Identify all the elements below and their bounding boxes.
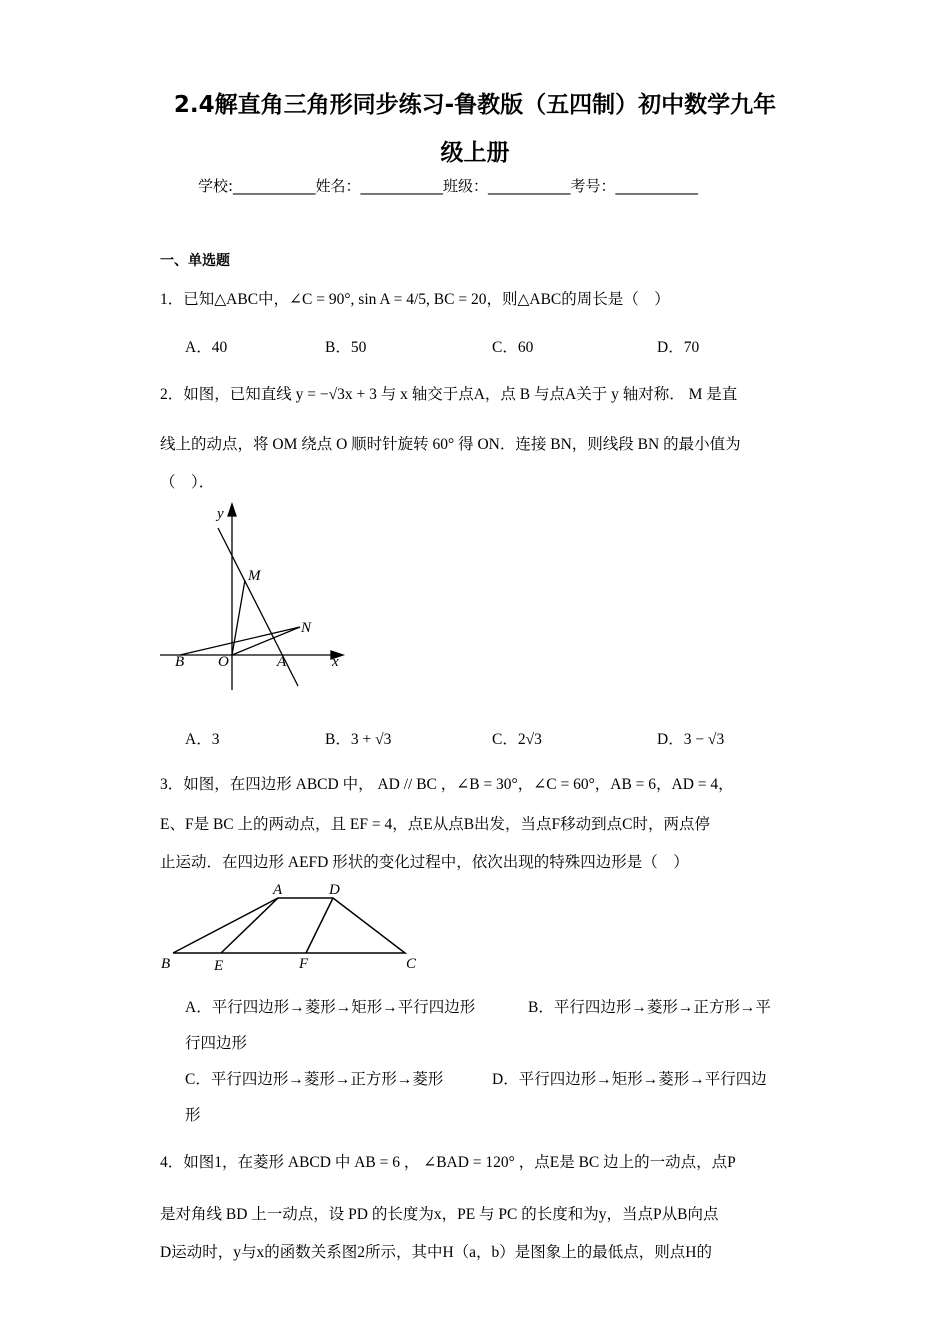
- title-line-1: 2.4解直角三角形同步练习-鲁教版（五四制）初中数学九年: [173, 92, 777, 118]
- label-a: A: [277, 654, 287, 670]
- q2-figure: [160, 504, 343, 690]
- q1-option-d: D．70: [657, 339, 700, 356]
- section-heading: 一、单选题: [160, 253, 230, 269]
- label-b: B: [175, 654, 185, 670]
- label-y: y: [217, 506, 224, 522]
- y-axis-arrow: [228, 504, 236, 516]
- segment-om: [232, 580, 245, 655]
- q3-option-a: A．平行四边形→菱形→矩形→平行四边形: [185, 999, 476, 1016]
- q1-option-b: B．50: [325, 339, 367, 356]
- q1-option-a: A．40: [185, 339, 228, 356]
- q2-option-c: C．2√3: [492, 731, 542, 748]
- question-2-line-2: 线上的动点，将 OM 绕点 O 顺时针旋转 60° 得 ON．连接 BN，则线段 BN 的最小值为: [160, 436, 741, 453]
- title-line-2: 级上册: [440, 140, 510, 166]
- segment-ae: [221, 898, 278, 953]
- q2-option-d: D．3 − √3: [657, 731, 725, 748]
- label-n: N: [301, 620, 312, 636]
- label-m: M: [248, 568, 261, 584]
- q2-option-a: A．3: [185, 731, 220, 748]
- label-f: F: [299, 956, 309, 972]
- student-info-line: 学校:___________姓名：___________班级：___________考号：___________: [198, 177, 699, 195]
- label-c: C: [406, 956, 417, 972]
- label-a: A: [273, 882, 283, 898]
- question-2-line-3: （ ）．: [160, 474, 215, 491]
- q3-figure: [173, 898, 405, 953]
- q3-option-d: D．平行四边形→矩形→菱形→平行四边: [492, 1071, 767, 1088]
- question-4-line-1: 4．如图1，在菱形 ABCD 中 AB = 6 ， ∠BAD = 120° ，点E是 BC 边上的一动点，点P: [160, 1154, 736, 1171]
- question-4-line-3: D运动时，y与x的函数关系图2所示，其中H（a，b）是图象上的最低点，则点H的: [160, 1244, 712, 1261]
- q3-option-c: C．平行四边形→菱形→正方形→菱形: [185, 1071, 444, 1088]
- label-x: x: [332, 654, 339, 670]
- q1-option-c: C．60: [492, 339, 534, 356]
- quadrilateral-abcd: [173, 898, 405, 953]
- label-d: D: [329, 882, 340, 898]
- question-3-line-3: 止运动．在四边形 AEFD 形状的变化过程中，依次出现的特殊四边形是（ ）: [160, 854, 689, 871]
- label-b: B: [161, 956, 171, 972]
- question-3-line-2: E、F是 BC 上的两动点，且 EF = 4，点E从点B出发，当点F移动到点C时，两点停: [160, 816, 710, 833]
- segment-bn: [180, 627, 300, 655]
- label-o: O: [218, 654, 229, 670]
- q3-option-b-cont: 行四边形: [185, 1035, 248, 1052]
- question-4-line-2: 是对角线 BD 上一动点，设 PD 的长度为x，PE 与 PC 的长度和为y，当点P从B向点: [160, 1206, 719, 1223]
- label-e: E: [214, 958, 224, 974]
- segment-df: [306, 898, 333, 953]
- question-1: 1．已知△ABC中，∠C = 90°, sin A = 4/5, BC = 20，则△ABC的周长是（ ）: [160, 291, 670, 308]
- question-2-line-1: 2．如图，已知直线 y = −√3x + 3 与 x 轴交于点A，点 B 与点A关于 y 轴对称． M 是直: [160, 386, 738, 403]
- q3-option-b: B．平行四边形→菱形→正方形→平: [528, 999, 771, 1016]
- q3-option-d-cont: 形: [185, 1107, 201, 1124]
- q2-option-b: B．3 + √3: [325, 731, 392, 748]
- question-3-line-1: 3．如图，在四边形 ABCD 中， AD // BC ，∠B = 30°，∠C = 60°，AB = 6，AD = 4，: [160, 776, 734, 793]
